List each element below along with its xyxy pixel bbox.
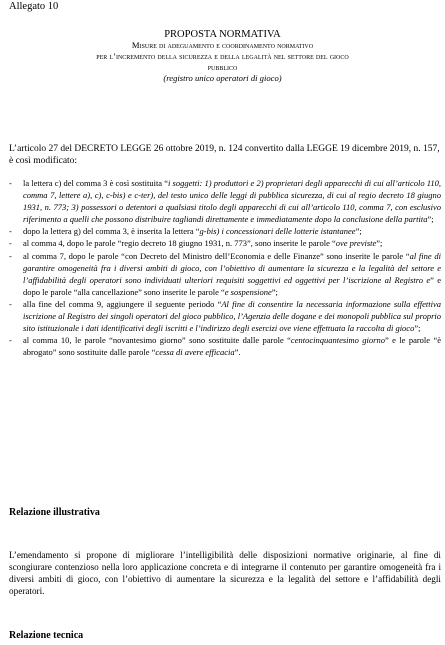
list-text: ”;: [271, 286, 278, 297]
intro-paragraph: L’articolo 27 del DECRETO LEGGE 26 ottobre 2019, n. 124 convertito dalla LEGGE 19 dicembre 2019, n. 157, è così modificato:: [9, 144, 440, 166]
list-item: [9, 177, 441, 225]
quoted-text: cessa di avere efficacia: [155, 347, 235, 358]
quoted-text: ove previste: [335, 238, 377, 249]
list-dash: -: [9, 335, 12, 346]
relazione-illustrativa-text: L’emendamento si propone di migliorare l’intelligibilità delle disposizioni normative originarie, al fine di scongiurare contenzioso nella loro applicazione concreta e di integrarne il contenuto per garantire omogeneità fra i diversi ambiti di gioco, con l’obiettivo di aumentare la sicurezza e la legalità del settore e l’affidabilità degli operatori.: [9, 550, 441, 596]
list-text: ” e dopo le parole “alla cancellazione” sono inserite le parole “: [23, 274, 441, 297]
attachment-label: Allegato 10: [9, 1, 59, 12]
document-subtitle-line-3: pubblico: [207, 62, 238, 72]
list-dash: -: [9, 178, 12, 188]
quoted-text: i soggetti: 1) produttori e 2) proprietari degli apparecchi di cui all’articolo 110, comma 7, lettere a), c), c-bis) e c-ter), del testo unico delle leggi di pubblica sicurezza, di cui al regio decreto 18 giugno 1931, n. 773; 3) possessori o detentori a qualsiasi titolo degli apparecchi di cui all’articolo 110, comma 7, con esclusivo riferimento a quelli che possono distribuire tagliandi direttamente e immediatamente dopo la conclusione della partita: [23, 178, 441, 225]
document-subtitle-line-1: Misure di adeguamento e coordinamento normativo: [131, 40, 314, 50]
list-item: [9, 334, 441, 358]
list-text: ”;: [376, 238, 383, 249]
list-text: dopo la lettera g) del comma 3, è inserita la lettera “: [23, 226, 200, 237]
list-text: ”;: [355, 226, 362, 237]
relazione-illustrativa-heading: Relazione illustrativa: [9, 507, 100, 518]
list-text: ”;: [427, 214, 434, 225]
list-text: al comma 10, le parole “novantesimo giorno” sono sostituite dalle parole “: [23, 335, 291, 346]
list-item: [9, 298, 441, 334]
quoted-text: centocinquantesimo giorno: [290, 335, 385, 346]
list-text: ”.: [234, 347, 241, 358]
list-text: ”;: [414, 323, 421, 334]
list-item: [9, 237, 441, 249]
list-text: al comma 4, dopo le parole “regio decreto 18 giugno 1931, n. 773”, sono inserite le parole “: [23, 238, 336, 249]
list-item: [9, 225, 441, 237]
list-dash: -: [9, 238, 12, 249]
quoted-text: g-bis) i concessionari delle lotterie istantanee: [199, 226, 356, 237]
list-text: alla fine del comma 9, aggiungere il seguente periodo “: [23, 298, 222, 309]
quoted-text: e sospensione: [224, 286, 272, 297]
amendment-list: [9, 177, 441, 358]
list-dash: -: [9, 298, 12, 309]
quoted-text: Al fine di consentire la necessaria informazione sulla effettiva iscrizione al Registro dei singoli operatori del gioco pubblico, l’Agenzia delle dogane e dei monopoli pubblica sul proprio sito istituzionale i dati identificativi degli iscritti e l’indirizzo degli esercizi ove viene effettuata la raccolta di gioco: [23, 298, 441, 334]
list-dash: -: [9, 250, 12, 261]
list-text: ” e le parole “è abrogato” sono sostituite dalle parole “: [23, 335, 441, 358]
document-subtitle-note: (registro unico operatori di gioco): [163, 73, 282, 83]
list-text: la lettera c) del comma 3 è così sostituita “: [23, 178, 169, 188]
quoted-text: al fine di garantire omogeneità fra i diversi ambiti di gioco, con l’obiettivo di aumentare la sicurezza e la legalità del settore e l’affidabilità degli operatori sono individuati ulteriori requisiti soggettivi ed oggettivi per l’iscrizione al Registro e: [23, 250, 441, 285]
document-title: PROPOSTA NORMATIVA: [164, 29, 281, 40]
document-subtitle-line-2: per l’incremento della sicurezza e della legalità nel settore del gioco: [96, 51, 349, 61]
list-item: [9, 250, 441, 298]
relazione-tecnica-heading: Relazione tecnica: [9, 630, 84, 641]
list-dash: -: [9, 226, 12, 237]
list-text: al comma 7, dopo le parole “con Decreto del Ministro dell’Economia e delle Finanze” sono inserite le parole “: [23, 250, 410, 261]
